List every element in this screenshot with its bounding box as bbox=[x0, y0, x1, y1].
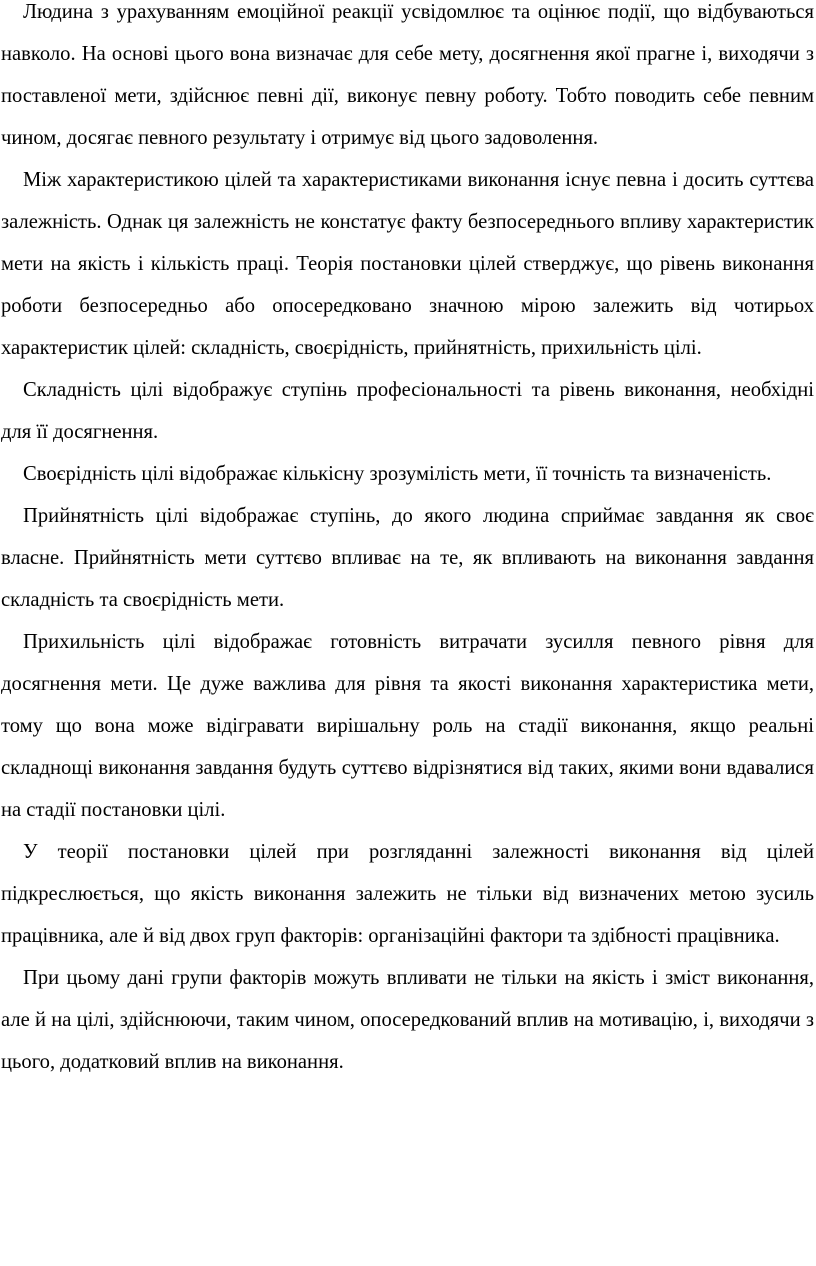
paragraph-6: Прихильність цілі відображає готовність витрачати зусилля певного рівня для досягнення мети. Це дуже важлива для рівня та якості виконання характеристика мети, тому що вона може відігравати вирішальну роль на стадії виконання, якщо реальні складнощі виконання завдання будуть суттєво відрізнятися від таких, якими вони вдавалися на стадії постановки цілі. bbox=[1, 631, 814, 821]
paragraph-7: У теорії постановки цілей при розгляданні залежності виконання від цілей підкреслюється, що якість виконання залежить не тільки від визначених метою зусиль працівника, але й від двох груп факторів: організаційні фактори та здібності працівника. bbox=[1, 841, 814, 947]
paragraph-8: При цьому дані групи факторів можуть впливати не тільки на якість і зміст виконання, але й на цілі, здійснюючи, таким чином, опосередкований вплив на мотивацію, і, виходячи з цього, додатковий вплив на виконання. bbox=[1, 967, 814, 1073]
paragraph-4: Своєрідність цілі відображає кількісну зрозумілість мети, її точність та визначеність. bbox=[23, 463, 772, 485]
paragraph-2: Між характеристикою цілей та характеристиками виконання існує певна і досить суттєва залежність. Однак ця залежність не констатує факту безпосереднього впливу характеристик мети на якість і кількість праці. Теорія постановки цілей стверджує, що рівень виконання роботи безпосередньо або опосередковано значною мірою залежить від чотирьох характеристик цілей: складність, своєрідність, прийнятність, прихильність цілі. bbox=[1, 169, 814, 359]
paragraph-1: Людина з урахуванням емоційної реакції усвідомлює та оцінює події, що відбуваються навколо. На основі цього вона визначає для себе мету, досягнення якої прагне і, виходячи з поставленої мети, здійснює певні дії, виконує певну роботу. Тобто поводить себе певним чином, досягає певного результату і отримує від цього задоволення. bbox=[1, 1, 814, 149]
paragraph-5: Прийнятність цілі відображає ступінь, до якого людина сприймає завдання як своє власне. Прийнятність мети суттєво впливає на те, як впливають на виконання завдання складність та своєрідність мети. bbox=[1, 505, 814, 611]
paragraph-3: Складність цілі відображує ступінь професіональності та рівень виконання, необхідні для її досягнення. bbox=[1, 379, 814, 443]
